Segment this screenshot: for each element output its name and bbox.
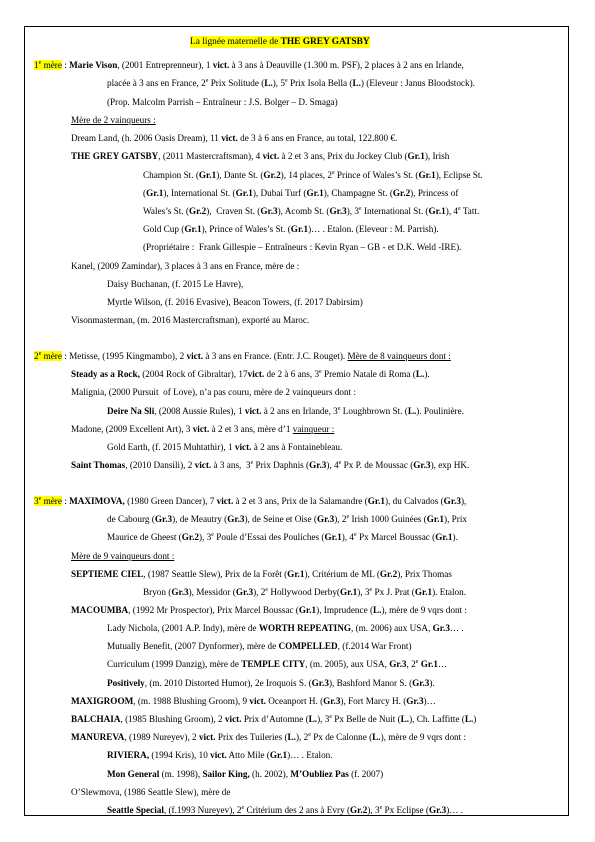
text-line: (Gr.1), International St. (Gr.1), Dubai Turf (Gr.1), Champagne St. (Gr.2), Princess of — [143, 188, 459, 198]
text-line: Deire Na Sli, (2008 Aussie Rules), 1 vict. à 2 ans en Irlande, 3e Loughbrown St. (L.). Poulinière. — [107, 405, 464, 416]
text-line: Seattle Special, (f.1993 Nureyev), 2e Critérium des 2 ans à Evry (Gr.2), 3e Px Eclipse (Gr.3)… . — [107, 804, 464, 815]
text-line: Mère de 2 vainqueurs : — [71, 115, 156, 125]
text-line: 3e mère : MAXIMOVA, (1980 Green Dancer), 7 vict. à 2 et 3 ans, Prix de la Salamandre (Gr.1), du Calvados (Gr.3), — [34, 495, 467, 506]
text-line: de Cabourg (Gr.3), de Meautry (Gr.3), de Seine et Oise (Gr.3), 2e Irish 1000 Guinées (Gr.1), Prix — [107, 513, 467, 524]
text-line: BALCHAIA, (1985 Blushing Groom), 2 vict. Prix d’Automne (L.), 3e Px Belle de Nuit (L.), Ch. Laffitte (L.) — [71, 713, 477, 724]
text-line: (Propriétaire : Frank Gillespie – Entraîneurs : Kevin Ryan – GB - et D.K. Weld -IRE). — [143, 242, 462, 252]
text-line: Kanel, (2009 Zamindar), 3 places à 3 ans en France, mère de : — [71, 261, 300, 271]
title-prefix: La lignée maternelle de — [190, 37, 281, 47]
text-line: Visonmasterman, (m. 2016 Mastercraftsman), exporté au Maroc. — [71, 315, 310, 325]
text-line: Malignia, (2000 Pursuit of Love), n’a pas couru, mère de 2 vainqueurs dont : — [71, 387, 357, 397]
text-line: Gold Cup (Gr.1), Prince of Wales’s St. (Gr.1)… . Etalon. (Eleveur : M. Parrish). — [143, 224, 439, 234]
text-line: 1e mère : Marie Vison, (2001 Entreprenneur), 1 vict. à 3 ans à Deauville (1.300 m. PSF), 2 places à 2 ans en Irlande, — [34, 59, 464, 70]
text-line: SEPTIEME CIEL, (1987 Seattle Slew), Prix de la Forêt (Gr.1), Critérium de ML (Gr.2), Prix Thomas — [71, 569, 452, 579]
text-line: 2e mère : Metisse, (1995 Kingmambo), 2 vict. à 3 ans en France. (Entr. J.C. Rouget). Mère de 8 vainqueurs dont : — [34, 350, 451, 361]
text-line: Curriculum (1999 Danzig), mère de TEMPLE CITY, (m. 2005), aux USA, Gr.3, 2e Gr.1… — [107, 658, 448, 669]
text-line: THE GREY GATSBY, (2011 Mastercraftsman), 4 vict. à 2 et 3 ans, Prix du Jockey Club (Gr.1), Irish — [71, 151, 450, 161]
text-line: Steady as a Rock, (2004 Rock of Gibraltar), 17vict. de 2 à 6 ans, 3e Premio Natale di Roma (L.). — [71, 368, 430, 379]
text-line: (Prop. Malcolm Parrish – Entraîneur : J.S. Bolger – D. Smaga) — [107, 97, 338, 107]
document-title — [190, 36, 370, 48]
text-line: Gold Earth, (f. 2015 Muhtathir), 1 vict. à 2 ans à Fontainebleau. — [107, 442, 343, 452]
text-line: Daisy Buchanan, (f. 2015 Le Havre), — [107, 279, 244, 289]
text-line: Champion St. (Gr.1), Dante St. (Gr.2), 14 places, 2e Prince of Wales’s St. (Gr.1), Eclipse St. — [143, 169, 483, 180]
text-line: Maurice de Gheest (Gr.2), 3e Poule d’Essai des Pouliches (Gr.1), 4e Px Marcel Boussac (Gr.1). — [107, 531, 458, 542]
text-line: Saint Thomas, (2010 Dansili), 2 vict. à 3 ans, 3e Prix Daphnis (Gr.3), 4e Px P. de Moussac (Gr.3), exp HK. — [71, 459, 470, 470]
text-line: Mon General (m. 1998), Sailor King, (h. 2002), M’Oubliez Pas (f. 2007) — [107, 769, 384, 779]
text-line: RIVIERA, (1994 Kris), 10 vict. Atto Mile (Gr.1)… . Etalon. — [107, 750, 333, 760]
text-line: Bryon (Gr.3), Messidor (Gr.3), 2e Hollywood Derby(Gr.1), 3e Px J. Prat (Gr.1). Etalon. — [143, 586, 467, 597]
title-horse-name: THE GREY GATSBY — [280, 37, 370, 47]
text-line: MANUREVA, (1989 Nureyev), 2 vict. Prix des Tuileries (L.), 2e Px de Calonne (L.), mère de 9 vqrs dont : — [71, 731, 467, 742]
text-line: Dream Land, (h. 2006 Oasis Dream), 11 vict. de 3 à 6 ans en France, au total, 122.800 €. — [71, 133, 398, 143]
text-line: MACOUMBA, (1992 Mr Prospector), Prix Marcel Boussac (Gr.1), Imprudence (L.), mère de 9 vqrs dont : — [71, 605, 467, 615]
text-line: Mère de 9 vainqueurs dont : — [71, 551, 175, 561]
text-line: O’Slewmova, (1986 Seattle Slew), mère de — [71, 787, 231, 797]
text-line: Positively, (m. 2010 Distorted Humor), 2e Iroquois S. (Gr.3), Bashford Manor S. (Gr.3). — [107, 678, 435, 688]
text-line: Wales’s St. (Gr.2), Craven St. (Gr.3), Acomb St. (Gr.3), 3e International St. (Gr.1), 4e Tatt. — [143, 205, 480, 216]
text-line: Lady Nichola, (2001 A.P. Indy), mère de WORTH REPEATING, (m. 2006) aux USA, Gr.3… . — [107, 623, 464, 633]
text-line: Myrtle Wilson, (f. 2016 Evasive), Beacon Towers, (f. 2017 Dabirsim) — [107, 297, 363, 307]
text-line: MAXIGROOM, (m. 1988 Blushing Groom), 9 vict. Oceanport H. (Gr.3), Fort Marcy H. (Gr.3)… — [71, 696, 436, 706]
text-line: placée à 3 ans en France, 2e Prix Solitude (L.), 5e Prix Isola Bella (L.) (Eleveur : Janus Bloodstock). — [107, 77, 475, 88]
text-line: Madone, (2009 Excellent Art), 3 vict. à 2 et 3 ans, mère d’1 vainqueur : — [71, 424, 335, 434]
text-line: Mutually Benefit, (2007 Dynformer), mère de COMPELLED, (f.2014 War Front) — [107, 641, 412, 651]
